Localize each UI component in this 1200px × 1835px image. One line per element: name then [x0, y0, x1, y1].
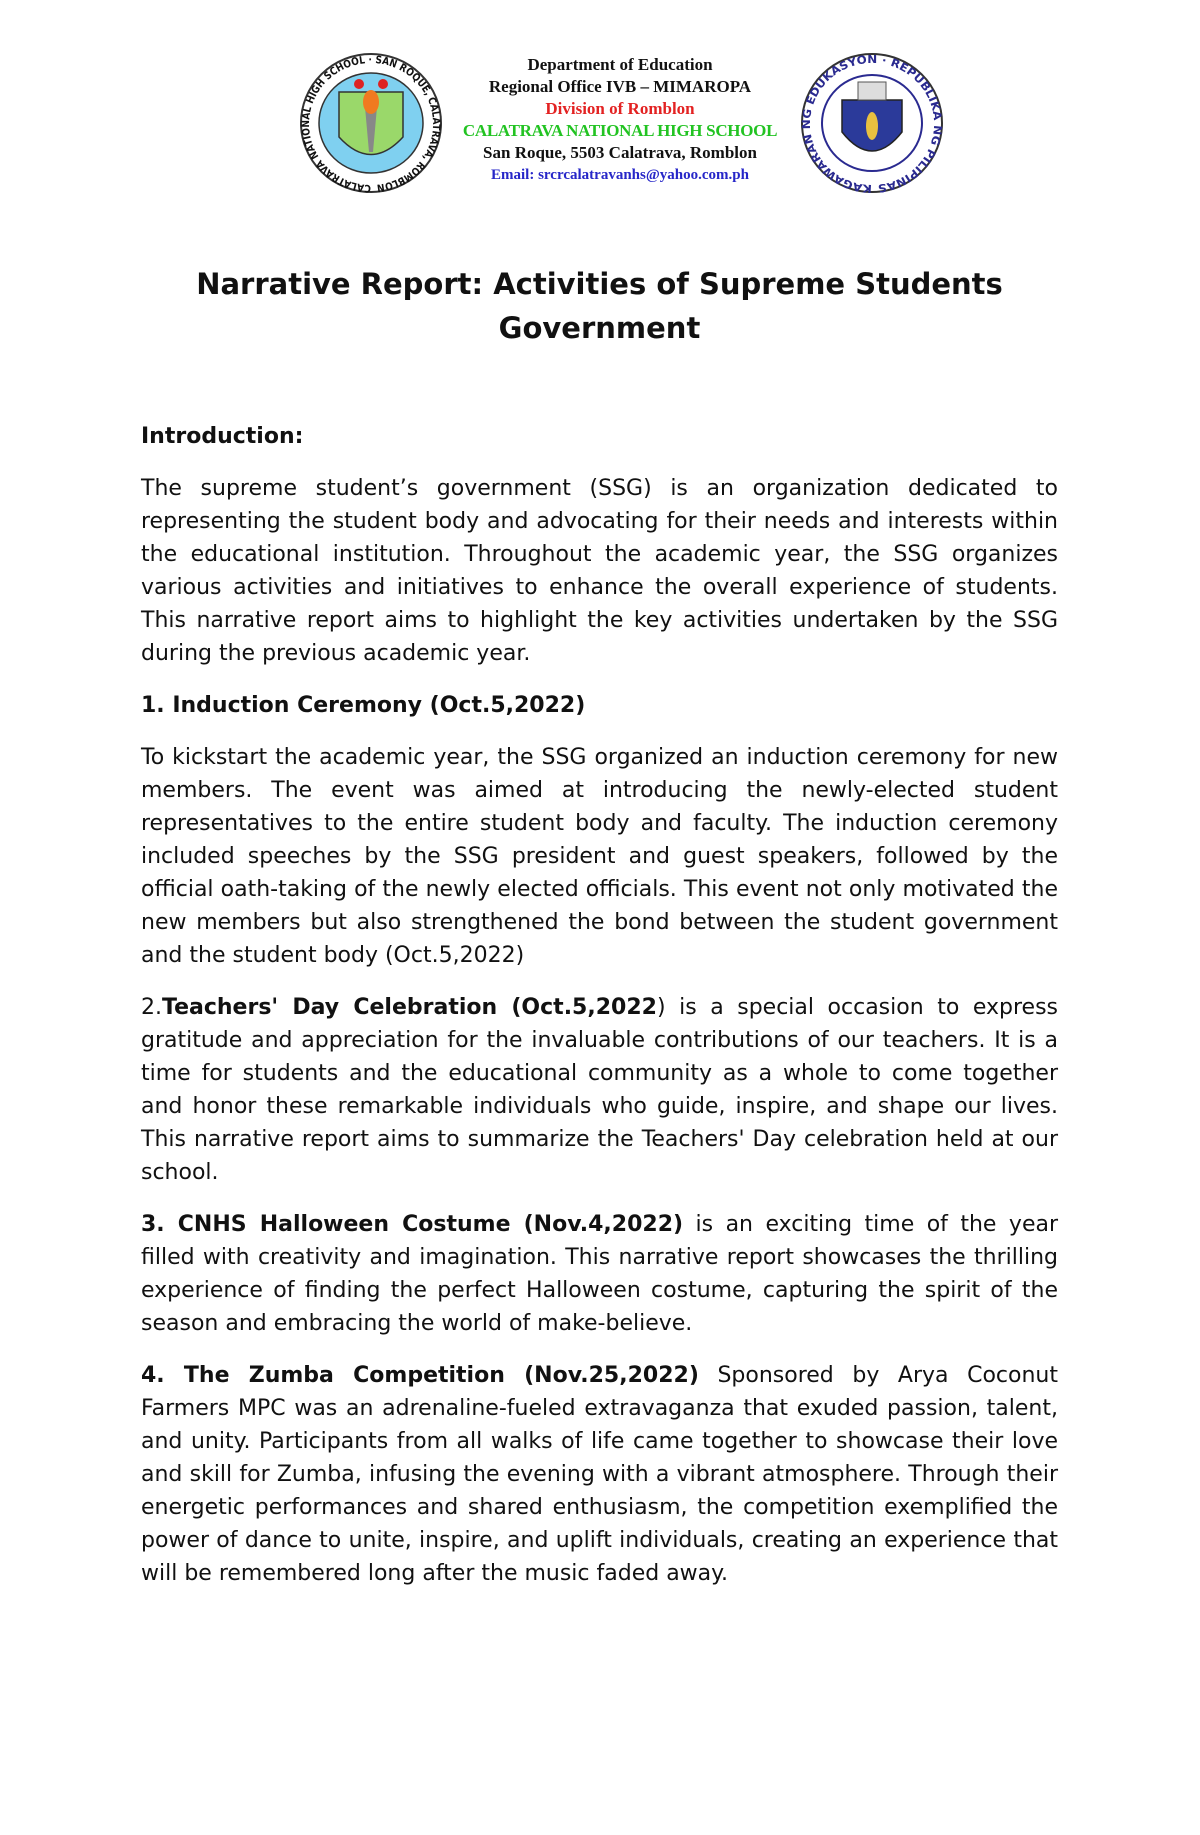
section-1-paragraph: To kickstart the academic year, the SSG organized an induction ceremony for new members. The event was aimed at introducing the newly-elected student representatives to the entire student body and faculty. The induction ceremony included speeches by the SSG president and guest speakers, followed by the official oath-taking of the newly elected officials. This event not only motivated the new members but also strengthened the bond between the student government and the student body (Oct.5,2022): [141, 745, 1058, 968]
section-2-heading: Teachers' Day Celebration (Oct.5,2022: [162, 995, 657, 1020]
section-1-heading: 1. Induction Ceremony (Oct.5,2022): [141, 693, 586, 718]
page-title: [141, 262, 1058, 350]
section-4-paragraph: [141, 1359, 1058, 1590]
right-seal-text: KAGAWARAN NG EDUKASYON · REPUBLIKA NG PILIPINAS: [800, 52, 944, 194]
section-3-heading: 3. CNHS Halloween Costume (Nov.4,2022): [141, 1212, 684, 1237]
division-name: Division of Romblon: [545, 99, 695, 118]
title-line-1: Narrative Report: Activities of Supreme Students: [196, 267, 1003, 301]
school-seal-logo: [299, 52, 443, 194]
letterhead: [440, 54, 800, 186]
section-3-paragraph: [141, 1208, 1058, 1340]
section-2-text: ) is a special occasion to express gratitude and appreciation for the invaluable contributions of our teachers. It is a time for students and the educational community as a whole to come together and honor these remarkable individuals who guide, inspire, and shape our lives. This narrative report aims to summarize the Teachers' Day celebration held at our school.: [141, 995, 1058, 1185]
title-line-2: Government: [498, 311, 701, 345]
intro-heading: Introduction:: [141, 424, 304, 449]
school-address: San Roque, 5503 Calatrava, Romblon: [483, 143, 757, 162]
deped-seal-logo: [800, 52, 944, 194]
school-name: CALATRAVA NATIONAL HIGH SCHOOL: [462, 121, 778, 140]
section-4-heading: 4. The Zumba Competition (Nov.25,2022): [141, 1363, 699, 1388]
section-4-text: Sponsored by Arya Coconut Farmers MPC was an adrenaline-fueled extravaganza that exuded passion, talent, and unity. Participants from all walks of life came together to showcase their love and skill for Zumba, infusing the evening with a vibrant atmosphere. Through their energetic performances and shared enthusiasm, the competition exemplified the power of dance to unite, inspire, and uplift individuals, creating an experience that will be remembered long after the music faded away.: [141, 1363, 1058, 1586]
school-email: Email: srcrcalatravanhs@yahoo.com.ph: [491, 167, 749, 183]
left-seal-text: CALATRAVA NATIONAL HIGH SCHOOL · SAN ROQUE, CALATRAVA, ROMBLON: [299, 53, 443, 194]
report-body: [141, 420, 1058, 1609]
intro-paragraph: The supreme student’s government (SSG) is an organization dedicated to representing the student body and advocating for their needs and interests within the educational institution. Throughout the academic year, the SSG organizes various activities and initiatives to enhance the overall experience of students. This narrative report aims to highlight the key activities undertaken by the SSG during the previous academic year.: [141, 476, 1058, 666]
regional-office: Regional Office IVB – MIMAROPA: [488, 77, 752, 96]
section-2-number: 2.: [141, 995, 162, 1020]
section-3-text: is an exciting time of the year filled with creativity and imagination. This narrative report showcases the thrilling experience of finding the perfect Halloween costume, capturing the spirit of the season and embracing the world of make-believe.: [141, 1212, 1059, 1336]
section-2-paragraph: [141, 991, 1058, 1189]
department-name: Department of Education: [527, 55, 713, 74]
